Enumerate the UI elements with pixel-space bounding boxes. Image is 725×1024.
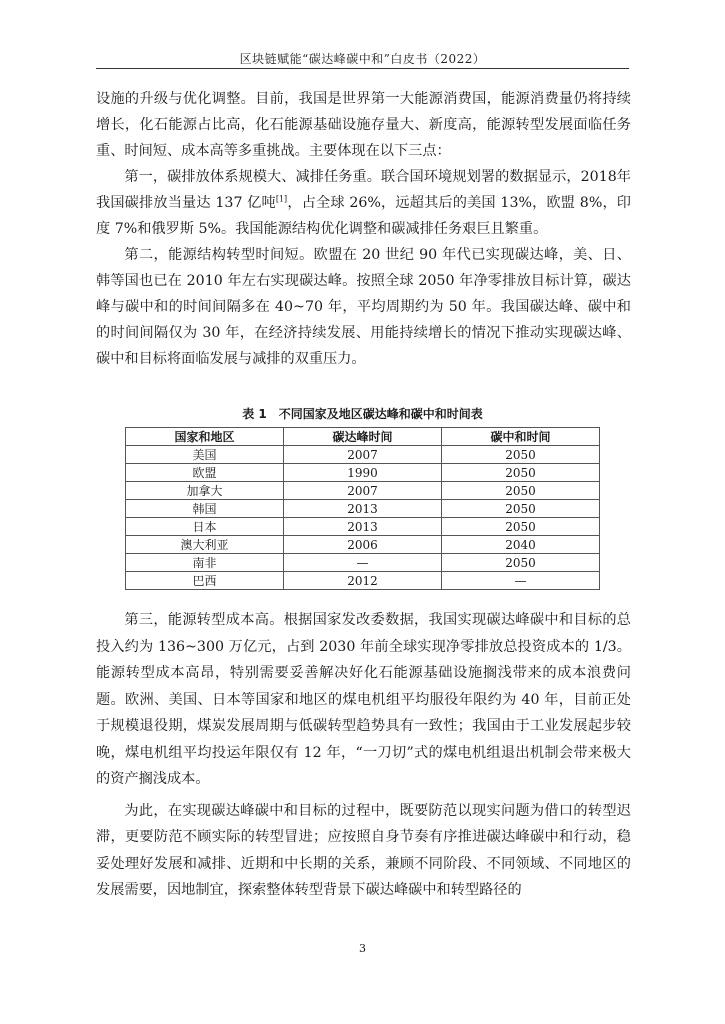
- cell-peak-year: 2006: [284, 536, 442, 554]
- point-1-text-a: 第一，碳排放体系规模大、减排任务重。联合国环境规划署的数据显示，2018年我国碳排放当量达 137 亿吨: [96, 169, 631, 211]
- table-header-row: [126, 428, 600, 446]
- running-header: 区块链赋能“碳达峰碳中和”白皮书（2022）: [239, 52, 486, 66]
- cell-peak-year: 1990: [284, 464, 442, 482]
- table-row: [126, 536, 600, 554]
- cell-region: 欧盟: [126, 464, 284, 482]
- paragraph-point-3: 第三，能源转型成本高。根据国家发改委数据，我国实现碳达峰碳中和目标的总投入约为 136~300 万亿元，占到 2030 年前全球实现净零排放总投资成本的 1/3。能源转型成本高昂，特别需要妥善解决好化石能源基础设施搁浅带来的成本浪费问题。欧洲、美国、日本等国家和地区的煤电机组平均服役年限约为 40 年，目前正处于规模退役期，煤炭发展周期与低碳转型趋势具有一致性；我国由于工业发展起步较晚，煤电机组平均投运年限仅有 12 年，“一刀切”式的煤电机组退出机制会带来极大的资产搁浅成本。: [96, 612, 631, 787]
- cell-neutral-year: —: [442, 572, 600, 590]
- peak-neutral-timeline-table: [125, 427, 600, 590]
- cell-peak-year: 2013: [284, 518, 442, 536]
- table-row: [126, 554, 600, 572]
- citation-ref[interactable]: [1]: [275, 194, 288, 204]
- table-row: [126, 500, 600, 518]
- table-row: [126, 572, 600, 590]
- cell-region: 澳大利亚: [126, 536, 284, 554]
- table-row: [126, 482, 600, 500]
- header-neutral-year: 碳中和时间: [442, 428, 600, 446]
- cell-neutral-year: 2050: [442, 518, 600, 536]
- cell-region: 加拿大: [126, 482, 284, 500]
- cell-neutral-year: 2050: [442, 500, 600, 518]
- point-1-text-b: ，占全球 26%，远超其后的美国 13%，欧盟 8%，印度 7%和俄罗斯 5%。我国能源结构优化调整和碳减排任务艰巨且繁重。: [96, 195, 631, 237]
- table-caption: 表 1 不同国家及地区碳达峰和碳中和时间表: [242, 407, 483, 421]
- header-peak-year: 碳达峰时间: [284, 428, 442, 446]
- page-number: 3: [359, 942, 366, 955]
- paragraph-intro: 设施的升级与优化调整。目前，我国是世界第一大能源消费国，能源消费量仍将持续增长，化石能源占比高，化石能源基础设施存量大、新度高，能源转型发展面临任务重、时间短、成本高等多重挑战。主要体现在以下三点：: [96, 91, 631, 159]
- paragraph-conclusion: 为此，在实现碳达峰碳中和目标的过程中，既要防范以现实问题为借口的转型迟滞，更要防范不顾实际的转型冒进；应按照自身节奏有序推进碳达峰碳中和行动，稳妥处理好发展和减排、近期和中长期的关系，兼顾不同阶段、不同领域、不同地区的发展需要，因地制宜，探索整体转型背景下碳达峰碳中和转型路径的: [96, 802, 631, 898]
- cell-region: 日本: [126, 518, 284, 536]
- cell-peak-year: —: [284, 554, 442, 572]
- cell-region: 韩国: [126, 500, 284, 518]
- cell-neutral-year: 2050: [442, 554, 600, 572]
- body-text-top: [96, 86, 631, 372]
- cell-region: 南非: [126, 554, 284, 572]
- cell-neutral-year: 2050: [442, 482, 600, 500]
- table-row: [126, 446, 600, 464]
- header-region: 国家和地区: [126, 428, 284, 446]
- header-divider: [96, 68, 629, 69]
- body-text-bottom: [96, 607, 631, 904]
- cell-region: 巴西: [126, 572, 284, 590]
- cell-neutral-year: 2050: [442, 446, 600, 464]
- cell-peak-year: 2007: [284, 446, 442, 464]
- cell-peak-year: 2013: [284, 500, 442, 518]
- cell-peak-year: 2012: [284, 572, 442, 590]
- cell-neutral-year: 2050: [442, 464, 600, 482]
- table-row: [126, 464, 600, 482]
- table-row: [126, 518, 600, 536]
- cell-neutral-year: 2040: [442, 536, 600, 554]
- cell-peak-year: 2007: [284, 482, 442, 500]
- paragraph-point-2: 第二，能源结构转型时间短。欧盟在 20 世纪 90 年代已实现碳达峰，美、日、韩等国也已在 2010 年左右实现碳达峰。按照全球 2050 年净零排放目标计算，碳达峰与碳中和的时间间隔多在 40~70 年，平均周期约为 50 年。我国碳达峰、碳中和的时间间隔仅为 30 年，在经济持续发展、用能持续增长的情况下推动实现碳达峰、碳中和目标将面临发展与减排的双重压力。: [96, 247, 631, 367]
- paragraph-point-1: [96, 164, 631, 242]
- cell-region: 美国: [126, 446, 284, 464]
